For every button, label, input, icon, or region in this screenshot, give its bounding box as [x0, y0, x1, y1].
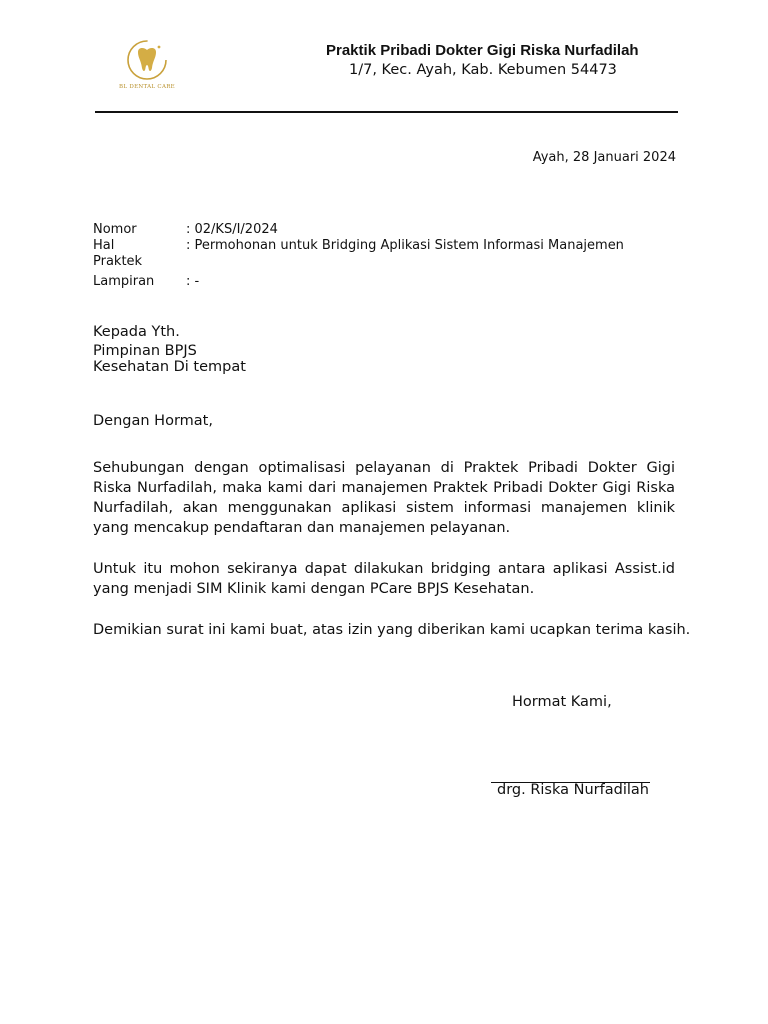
- closing-salutation: Hormat Kami,: [512, 694, 612, 710]
- recipient-line-1: Kepada Yth.: [93, 324, 180, 340]
- tooth-logo-icon: [114, 38, 180, 86]
- logo-wordmark: BL DENTAL CARE: [119, 84, 175, 90]
- body-paragraph-1: Sehubungan dengan optimalisasi pelayanan di Praktek Pribadi Dokter Gigi Riska Nurfadilah, maka kami dari manajemen Praktek Pribadi Dokter Gigi Riska Nurfadilah, akan menggunakan aplikasi sistem informasi manajemen klinik yang mencakup pendaftaran dan manajemen pelayanan.: [93, 460, 675, 536]
- body-paragraph-3: Demikian surat ini kami buat, atas izin yang diberikan kami ucapkan terima kasih.: [93, 622, 691, 638]
- recipient-line-3: Kesehatan Di tempat: [93, 359, 246, 375]
- hal-label: Hal: [93, 238, 115, 253]
- lampiran-label: Lampiran: [93, 274, 155, 289]
- hal-value: : Permohonan untuk Bridging Aplikasi Sistem Informasi Manajemen: [186, 238, 624, 253]
- practice-name: Praktik Pribadi Dokter Gigi Riska Nurfadilah: [326, 42, 639, 59]
- lampiran-value: : -: [186, 274, 200, 289]
- header-divider: [95, 111, 678, 113]
- hal-continuation: Praktek: [93, 254, 143, 269]
- nomor-value: : 02/KS/I/2024: [186, 222, 278, 237]
- practice-address: 1/7, Kec. Ayah, Kab. Kebumen 54473: [349, 62, 617, 78]
- recipient-line-2: Pimpinan BPJS: [93, 343, 197, 359]
- nomor-label: Nomor: [93, 222, 137, 237]
- greeting: Dengan Hormat,: [93, 413, 213, 429]
- body-paragraph-2: Untuk itu mohon sekiranya dapat dilakukan bridging antara aplikasi Assist.id yang menjadi SIM Klinik kami dengan PCare BPJS Kesehatan.: [93, 561, 675, 597]
- letter-date: Ayah, 28 Januari 2024: [532, 150, 676, 165]
- clinic-logo: [114, 38, 180, 96]
- signatory-name: drg. Riska Nurfadilah: [497, 782, 649, 798]
